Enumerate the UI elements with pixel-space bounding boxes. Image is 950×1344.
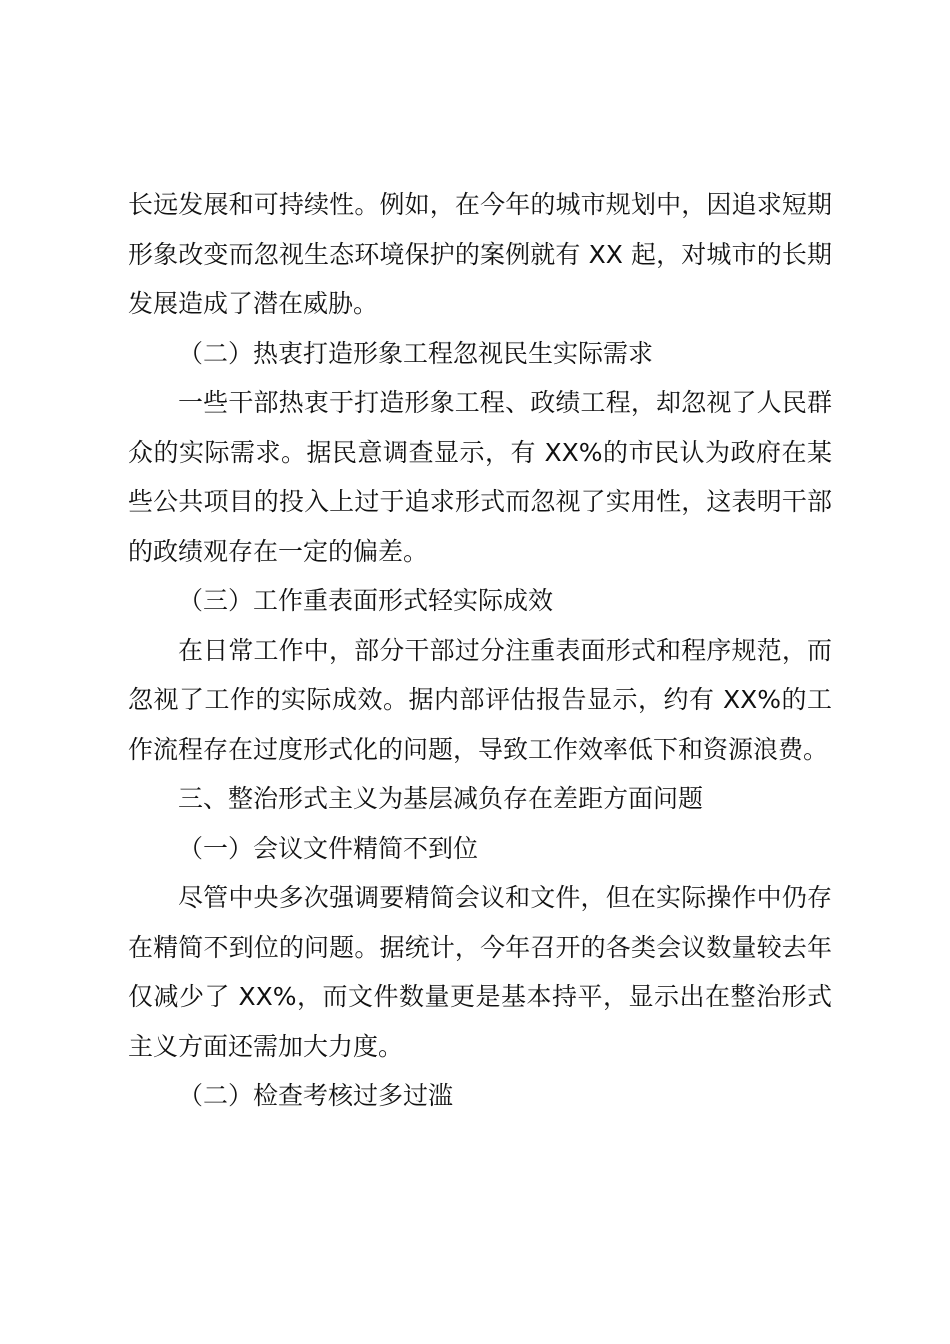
section-heading: （二）检查考核过多过滥 — [178, 1081, 454, 1110]
document-page — [128, 180, 832, 1121]
body-paragraph: 长远发展和可持续性。例如，在今年的城市规划中，因追求短期形象改变而忽视生态环境保护的案例就有 XX 起，对城市的长期发展造成了潜在威胁。 — [128, 190, 832, 318]
section-heading: （三）工作重表面形式轻实际成效 — [178, 586, 554, 615]
body-paragraph: 尽管中央多次强调要精简会议和文件，但在实际操作中仍存在精简不到位的问题。据统计，今年召开的各类会议数量较去年仅减少了 XX%，而文件数量更是基本持平，显示出在整治形式主义方面还需加大力度。 — [128, 883, 832, 1061]
body-paragraph: 一些干部热衷于打造形象工程、政绩工程，却忽视了人民群众的实际需求。据民意调查显示，有 XX%的市民认为政府在某些公共项目的投入上过于追求形式而忽视了实用性，这表明干部的政绩观存在一定的偏差。 — [128, 388, 832, 566]
body-paragraph: 在日常工作中，部分干部过分注重表面形式和程序规范，而忽视了工作的实际成效。据内部评估报告显示，约有 XX%的工作流程存在过度形式化的问题，导致工作效率低下和资源浪费。 — [128, 635, 832, 764]
section-heading: （一）会议文件精简不到位 — [178, 833, 479, 863]
section-heading: （二）热衷打造形象工程忽视民生实际需求 — [178, 338, 654, 368]
chapter-heading: 三、整治形式主义为基层减负存在差距方面问题 — [178, 784, 704, 813]
